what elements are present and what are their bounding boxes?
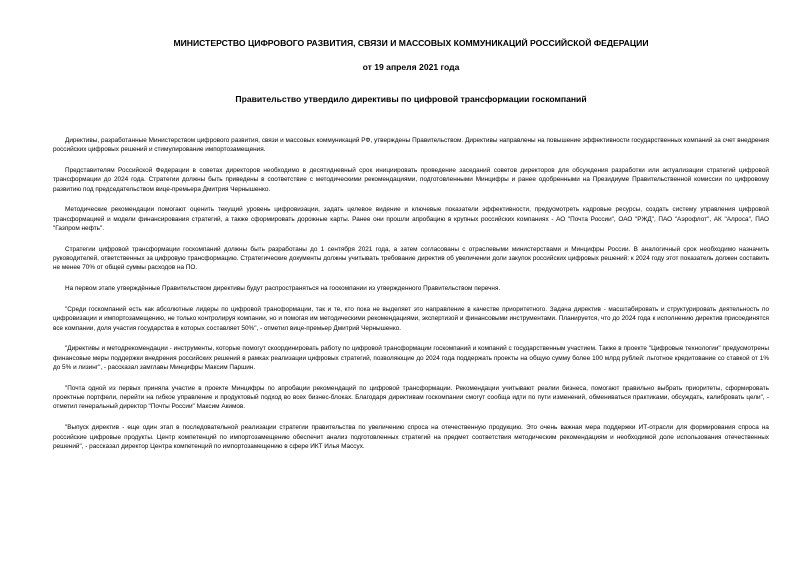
document-body: [53, 136, 769, 451]
organization-heading: МИНИСТЕРСТВО ЦИФРОВОГО РАЗВИТИЯ, СВЯЗИ И МАССОВЫХ КОММУНИКАЦИЙ РОССИЙСКОЙ ФЕДЕРАЦИИ: [173, 38, 649, 48]
paragraph: "Директивы и методрекомендации - инструменты, которые помогут скоординировать работу по цифровой трансформации госкомпаний и компаний с государственным участием. Также в проекте "Цифровые технологии" предусмотрены финансовые меры поддержки внедрения российских решений в рамках реализации цифровых стратегий, позволяющие до 2024 года поддержать проекты на общую сумму более 100 млрд рублей: льготное кредитование со ставкой от 1% до 5% и лизинг", - рассказал замглавы Минцифры Максим Паршин.: [53, 345, 769, 372]
paragraph: На первом этапе утверждённые Правительством директивы будут распространяться на госкомпании из утвержденного Правительством перечня.: [65, 285, 501, 293]
paragraph: "Среди госкомпаний есть как абсолютные лидеры по цифровой трансформации, так и те, кто пока не выделяет это направление в качестве приоритетного. Задача директив - масштабировать и структурировать деятельность по цифровизации и импортозамещению, не только контролируя компании, но и помогая им методическими рекомендациями, экспертизой и финансовыми инструментами. Планируется, что до 2024 года к исполнению директив присоединятся все компании, доля участия государства в которых составляет 50%", - отметил вице-премьер Дмитрий Чернышенко.: [53, 306, 769, 332]
paragraph: Директивы, разработанные Министерством цифрового развития, связи и массовых коммуникаций РФ, утверждены Правительством. Директивы направлены на повышение эффективности государственных компаний за счет внедрения российских цифровых решений и стимулирование импортозамещения.: [53, 137, 769, 154]
paragraph: Представителям Российской Федерации в советах директоров необходимо в десятидневный срок инициировать проведение заседаний советов директоров для обсуждения разработки или актуализации стратегий цифровой трансформации до 2024 года. Стратегии должны быть приведены в соответствие с методическими рекомендациями, подготовленными Минцифры и ранее одобренными на Президиуме Правительственной комиссии по цифровому развитию под председательством вице-премьера Дмитрия Чернышенко.: [53, 167, 769, 193]
document-title: Правительство утвердило директивы по цифровой трансформации госкомпаний: [235, 94, 587, 104]
paragraph: "Выпуск директив - еще один этап в последовательной реализации стратегии правительства по увеличению спроса на отечественную продукцию. Это очень важная мера поддержки ИТ-отрасли для формирования спроса на российские цифровые продукты. Центр компетенций по импортозамещению обеспечит анализ подготовленных стратегий на предмет соответствия методическим рекомендациям и необходимой доле использования отечественных решений", - рассказал директор Центра компетенций по импортозамещению в сфере ИКТ Илья Массух.: [53, 424, 769, 450]
paragraph: "Почта одной из первых приняла участие в проекте Минцифры по апробации рекомендаций по цифровой трансформации. Рекомендации учитывают реалии бизнеса, помогают правильно выбрать приоритеты, сформировать проектные портфели, перейти на гибкое управление и продуктовый подход во всех бизнес-блоках. Благодаря директивам госкомпании смогут сообща идти по пути изменений, обмениваться практиками, обсуждать, калибровать цели", - отметил генеральный директор "Почты России" Максим Акимов.: [53, 384, 769, 411]
paragraph: Стратегии цифровой трансформации госкомпаний должны быть разработаны до 1 сентября 2021 года, а затем согласованы с отраслевыми министерствами и Минцифры России. В аналогичный срок необходимо назначить руководителей, ответственных за цифровую трансформацию. Стратегические документы должны учитывать требование директив об увеличении доли закупок российских цифровых решений: к 2024 году этот показатель должен составить не менее 70% от общей суммы расходов на ПО.: [53, 245, 769, 272]
document-date: от 19 апреля 2021 года: [362, 62, 460, 72]
paragraph: Методические рекомендации помогают оценить текущий уровень цифровизации, задать целевое видение и ключевые показатели эффективности, предусмотреть кадровые ресурсы, создать систему управления цифровой трансформацией и модели финансирования стратегий, а также сформировать дорожные карты. Ранее они прошли апробацию в крупных российских компаниях - АО "Почта России", ОАО "РЖД", ПАО "Аэрофлот", АК "Алроса", ПАО "Газпром нефть".: [53, 206, 769, 233]
